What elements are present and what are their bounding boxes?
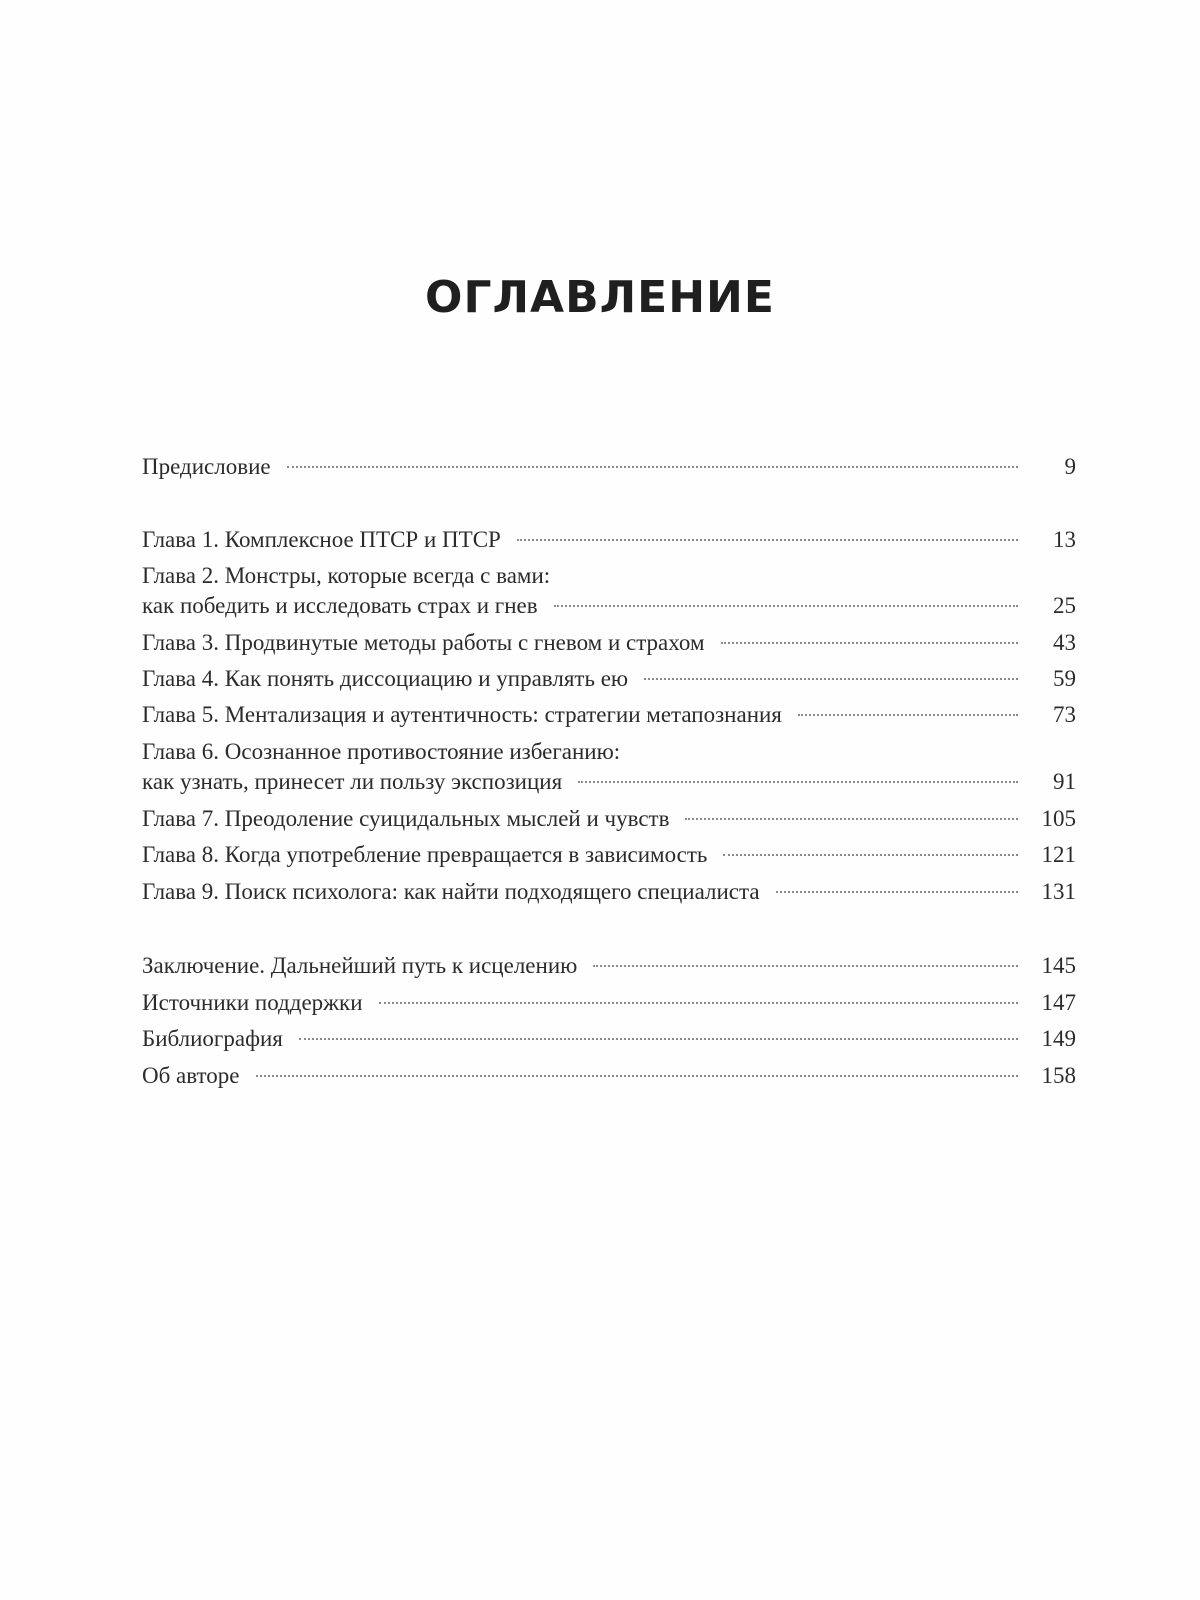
toc-entry-chapter-4[interactable] (142, 664, 1076, 694)
dot-leader (721, 642, 1018, 644)
toc-entry-page: 25 (1053, 593, 1076, 618)
toc-entry-support-sources[interactable] (142, 988, 1076, 1018)
toc-entry-chapter-2[interactable] (142, 561, 1076, 621)
dot-leader (517, 539, 1018, 541)
toc-entry-page: 149 (1041, 1026, 1076, 1051)
toc-entry-chapter-8[interactable] (142, 840, 1076, 870)
toc-entry-label: Заключение. Дальнейший путь к исцелению (142, 953, 578, 978)
dot-leader (685, 818, 1018, 820)
toc-entry-conclusion[interactable] (142, 951, 1076, 981)
dot-leader (723, 854, 1018, 856)
toc-entry-page: 9 (1064, 454, 1076, 479)
toc-entry-page: 43 (1053, 630, 1076, 655)
toc-entry-label: Глава 8. Когда употребление превращается в зависимость (142, 842, 708, 867)
toc-entry-page: 145 (1041, 953, 1076, 978)
toc-entry-bibliography[interactable] (142, 1024, 1076, 1054)
toc-entry-label: Глава 3. Продвинутые методы работы с гневом и страхом (142, 630, 705, 655)
toc-entry-about-author[interactable] (142, 1061, 1076, 1091)
dot-leader (593, 965, 1018, 967)
toc-entry-chapter-6[interactable] (142, 737, 1076, 797)
dot-leader (776, 891, 1018, 893)
toc-entry-page: 158 (1041, 1063, 1076, 1088)
page-title: ОГЛАВЛЕНИЕ (425, 272, 775, 323)
toc-entry-page: 121 (1041, 842, 1076, 867)
dot-leader (299, 1038, 1018, 1040)
toc-entry-preface[interactable] (142, 452, 1076, 482)
dot-leader (379, 1002, 1018, 1004)
toc-entry-page: 13 (1053, 527, 1076, 552)
toc-entry-label: Предисловие (142, 454, 271, 479)
toc-entry-page: 131 (1041, 879, 1076, 904)
toc-entry-page: 147 (1041, 990, 1076, 1015)
dot-leader (578, 781, 1018, 783)
toc-entry-chapter-3[interactable] (142, 628, 1076, 658)
toc-entry-label: Глава 1. Комплексное ПТСР и ПТСР (142, 527, 501, 552)
dot-leader (287, 466, 1018, 468)
toc-entry-label: Глава 9. Поиск психолога: как найти подходящего специалиста (142, 879, 760, 904)
toc-entry-label-line-2: как победить и исследовать страх и гнев (142, 593, 538, 618)
toc-entry-label: Библиография (142, 1026, 283, 1051)
toc-entry-label: Об авторе (142, 1063, 240, 1088)
toc-entry-label: Глава 4. Как понять диссоциацию и управлять ею (142, 666, 629, 691)
toc-entry-label-line-2: как узнать, принесет ли пользу экспозиция (142, 769, 563, 794)
toc-entry-page: 91 (1053, 769, 1076, 794)
toc-entry-label: Глава 7. Преодоление суицидальных мыслей и чувств (142, 806, 670, 831)
toc-entry-page: 59 (1053, 666, 1076, 691)
toc-entry-label: Источники поддержки (142, 990, 363, 1015)
dot-leader (798, 714, 1018, 716)
toc-entry-label: Глава 5. Ментализация и аутентичность: стратегии метапознания (142, 702, 782, 727)
dot-leader (644, 678, 1018, 680)
toc-entry-label-line-1: Глава 6. Осознанное противостояние избеганию: (142, 739, 621, 764)
toc-entry-chapter-1[interactable] (142, 525, 1076, 555)
toc-entry-label-line-1: Глава 2. Монстры, которые всегда с вами: (142, 563, 551, 588)
toc-entry-chapter-9[interactable] (142, 877, 1076, 907)
toc-entry-page: 105 (1041, 806, 1076, 831)
toc-entry-chapter-5[interactable] (142, 700, 1076, 730)
dot-leader (554, 605, 1018, 607)
toc-entry-chapter-7[interactable] (142, 804, 1076, 834)
toc-entry-page: 73 (1053, 702, 1076, 727)
dot-leader (256, 1075, 1018, 1077)
